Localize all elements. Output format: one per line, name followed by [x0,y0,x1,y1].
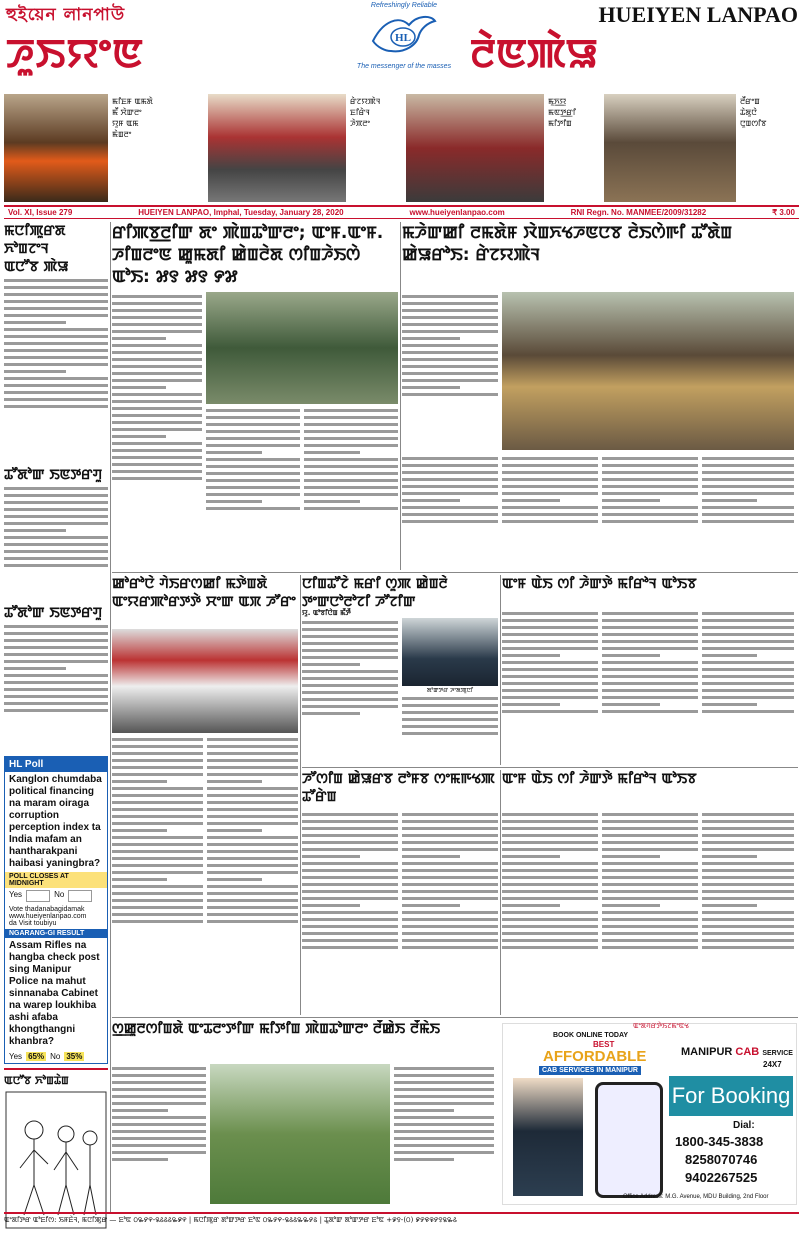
for-booking-banner: For Booking [669,1076,793,1116]
poll-result-header: NGARANG-GI RESULT [5,929,107,938]
article-1-col-a [112,292,202,562]
poll-no-checkbox[interactable] [68,890,92,902]
poll-yes-label: Yes [9,890,23,899]
ad-phone-3[interactable]: 9402267525 [685,1170,758,1185]
article-8-headline[interactable]: ꯁ꯭ꯀꯨꯂꯁꯤꯡꯗꯥ ꯑꯦꯊꯂꯦꯇꯤꯛ ꯃꯤꯇꯤꯡ ꯄꯥꯡꯊꯣꯛꯂꯦ ꯂꯩꯀꯥꯏ ꯂꯩꯃꯥꯏ [112,1021,440,1037]
parade-photo [206,292,398,404]
logo-letters: HL [395,32,411,44]
website-link[interactable]: www.hueiyenlanpao.com [409,208,505,217]
article-7 [502,770,798,1015]
left-headline-2: ꯊꯧꯗꯣꯛ ꯏꯟꯇꯔꯚꯨ [4,467,103,483]
article-4 [302,575,498,765]
governor-photo [502,292,794,450]
masthead-bengali-title: হুইয়েন লানপাউ [6,5,126,25]
cartoon-illustration [4,1090,108,1230]
article-8-col-a [112,1064,206,1204]
ad-dial: Dial: [733,1120,755,1131]
result-yes-pct: 65% [28,1052,45,1061]
article-1-col-b [206,406,300,556]
ad-phone-1[interactable]: 1800-345-3838 [675,1134,764,1149]
article-5-col-a [502,609,598,759]
masthead-logo [344,2,464,82]
phone-app-icon [595,1082,663,1198]
ad-brand-2: CAB [735,1046,760,1058]
poll-result-question: Assam Rifles na hangba check post sing Manipur Police na mahut sinnanaba Cabinet na warep loukhiba ashi afaba khongthangni khanbra? [9,940,100,1047]
ad-brand [681,1046,793,1058]
hl-poll-question: Kanglon chumdaba political financing na maram oiraga corruption perception index ta India mafam an hantharakpani haibasi yaningbra? [9,774,102,869]
left-column [4,222,108,1212]
left-article-3-body [4,622,108,752]
article-1-col-c [304,406,398,556]
masthead-meetei-title-right: ꯂꯥꯟꯄꯥꯎ [470,30,598,77]
article-2-col-e [702,454,794,562]
poll-closes-banner: POLL CLOSES AT MIDNIGHT [5,872,107,888]
article-2-col-d [602,454,698,562]
airport-screening-photo [112,629,298,733]
ad-phone-2[interactable]: 8258070746 [685,1152,758,1167]
article-8 [112,1020,498,1210]
ad-model-photo [513,1078,583,1196]
fire-photo [4,94,108,202]
article-2 [402,222,798,570]
vote-line-3: da Visit toubiyu [9,920,57,927]
article-1-headline[interactable]: ꯔꯤꯄꯕ꯭ꯂꯤꯛ ꯗꯦ ꯄꯥꯡꯊꯣꯛꯂꯦ; ꯑꯦꯝ.ꯑꯦꯝ. ꯍꯤꯡꯂꯦꯟ ꯀꯨꯃꯗꯤ ꯀꯥꯡꯂꯥꯗ ꯁꯤꯡꯍꯥꯏꯁꯥ ꯑꯣꯏ: ꯷꯱ ꯷꯱ ꯸꯷ [112,223,384,287]
ad-best: BEST [593,1040,615,1049]
ad-affordable: AFFORDABLE [543,1048,647,1065]
article-3-headline[interactable]: ꯀꯣꯔꯣꯅꯥ ꯚꯥꯏꯔꯁꯀꯤ ꯃꯇꯥꯡꯗꯥ ꯑꯦꯌꯔꯄꯣꯔꯇꯇꯥ ꯆꯦꯛ ꯑꯞ ꯍꯧꯔꯦ [112,576,296,610]
top-photo-strip [4,94,799,202]
dove-logo-icon [369,11,439,59]
photo-caption-1: ꯃꯤꯐꯝ ꯑꯃꯗꯥ ꯃꯩ ꯆꯥꯛꯂꯦ ꯌꯨꯝ ꯑꯃ ꯃꯥꯡꯂꯦ [112,97,153,139]
result-no-label: No [50,1052,61,1061]
poll-options [5,888,107,904]
article-5-headline[interactable]: ꯑꯦꯝ ꯑꯥꯏ ꯁꯤ ꯍꯥꯛꯇꯥ ꯃꯤꯔꯣꯜ ꯑꯣꯏꯕ [502,576,697,592]
photo-caption-3: ꯃꯨꯈ꯭ꯌ ꯃꯟꯇ꯭ꯔꯤ ꯃꯤꯇꯤꯡ [548,97,576,128]
poll-result [5,1050,107,1063]
article-3 [112,575,298,1015]
article-5-col-c [702,609,794,759]
ad-cab-line: CAB SERVICES IN MANIPUR [539,1066,641,1075]
masthead-meetei-title-left: ꯍꯨꯏꯌꯦꯟ [6,30,144,77]
poll-yes-checkbox[interactable] [26,890,50,902]
masthead-english-title: HUEIYEN LANPAO [598,2,798,27]
vote-line-1: Vote thadanabagidamak [9,906,85,913]
logo-tagline-bottom: The messenger of the masses [356,63,452,70]
left-headline-1b: ꯑꯅꯧꯕ ꯄꯥꯎ [4,259,69,275]
article-2-headline[interactable]: ꯃꯍꯥꯛꯀꯤ ꯂꯃꯗꯥꯝ ꯋꯥꯡꯈꯠꯍꯟꯅꯕ ꯂꯥꯏꯁꯥꯒꯤ ꯊꯧꯗꯥꯡ ꯀꯥꯎꯔꯣꯏ: ꯔꯥꯖꯌꯄꯥꯜ [402,223,733,265]
cab-service-advertisement[interactable] [502,1023,797,1205]
article-3-col-b [207,735,298,1005]
edition-meta: HUEIYEN LANPAO, Imphal, Tuesday, January 28, 2020 [138,208,344,217]
result-no-pct: 35% [66,1052,83,1061]
doctor-portrait [402,618,498,686]
logo-tagline-top: Refreshingly Reliable [370,2,438,9]
portrait-caption: ꯗꯣꯛꯇꯔ ꯍꯦꯗꯄꯨꯅꯤ [426,687,474,694]
rni-number: RNI Regn. No. MANMEE/2009/31282 [570,208,707,217]
photo-caption-4: ꯂꯩꯔꯦꯡ ꯊꯥꯗꯨꯅꯥ ꯅꯨꯡꯁꯤꯕ [740,97,767,128]
result-yes-label: Yes [9,1052,23,1061]
ad-address: Office Address: M.G. Avenue, MDU Building, 2nd Floor [623,1194,769,1200]
article-7-col-a [502,810,598,1010]
article-8-col-b [394,1064,494,1204]
article-6-col-a [302,810,398,1010]
price: ₹ 3.00 [772,208,795,217]
ad-label: ꯑꯦꯗꯚꯔꯇꯥꯏꯖꯃꯦꯟꯠ [633,1022,689,1030]
article-4-headline[interactable]: ꯅꯤꯡꯊꯧꯖꯥ ꯃꯔꯤ ꯁꯨꯄ ꯀꯥꯡꯂꯥ ꯇꯦꯛꯅꯣꯂꯣꯖꯤ ꯍꯧꯖꯤꯛ [302,576,448,609]
article-7-col-c [702,810,794,1010]
article-7-headline[interactable]: ꯑꯦꯝ ꯑꯥꯏ ꯁꯤ ꯍꯥꯛꯇꯥ ꯃꯤꯔꯣꯜ ꯑꯣꯏꯕ [502,771,697,787]
ad-brand-1: MANIPUR [681,1046,733,1058]
article-5-col-b [602,609,698,759]
article-4-col-a [302,618,398,758]
republic-day-photo-1 [208,94,346,202]
article-3-col-a [112,735,203,1005]
ad-brand-3: SERVICE [762,1050,793,1057]
article-6-col-b [402,810,498,1010]
article-7-col-b [602,810,698,1010]
cartoon-title: ꯑꯅꯧꯕ ꯈꯣꯡꯊꯥꯡ [4,1074,69,1087]
republic-day-photo-2 [406,94,544,202]
hl-poll-box [4,756,108,1064]
republic-day-photo-3 [604,94,736,202]
issue-info-bar [4,205,799,219]
article-2-col-a [402,292,498,450]
article-2-col-c [502,454,598,562]
left-headline-1: ꯃꯅꯤꯄꯨꯔꯗ ꯈꯣꯡꯖꯦꯜ [4,223,66,257]
article-1 [112,222,398,570]
hl-poll-header: HL Poll [5,757,107,772]
vote-link[interactable]: www.hueiyenlanpao.com [9,913,87,920]
ad-online-tag: BOOK ONLINE TODAY [553,1032,629,1039]
article-5 [502,575,798,765]
left-headline-3: ꯊꯧꯗꯣꯛ ꯏꯟꯇꯔꯚꯨ [4,605,103,621]
poll-no-label: No [54,890,65,899]
photo-caption-2: ꯔꯥꯖꯌꯄꯥꯜ ꯐꯤꯔꯥꯜ ꯍꯥꯞꯂꯦ [350,97,381,128]
volume-issue: Vol. XI, Issue 279 [8,208,73,217]
article-4-col-b [402,694,498,758]
article-6-headline[interactable]: ꯍꯧꯁꯤꯡ ꯀꯥꯎꯔꯕ ꯂꯣꯝꯕ ꯁꯦꯃꯒꯠꯄ ꯊꯧꯔꯥꯡ [302,771,495,805]
article-4-byline: ꯌꯨ. ꯑꯣꯕꯤꯅꯥꯡ ꯃꯩꯇꯩ [302,609,351,617]
page-footer: ꯑꯦꯗꯤꯇꯔ ꯑꯣꯐꯤꯁ: ꯏꯝꯐꯥꯜ, ꯃꯅꯤꯄꯨꯔ — ꯐꯣꯟ ꯰꯳꯸꯵-꯲꯴꯴꯴꯳꯹꯵ | ꯃꯅꯤꯄꯨꯔ ꯗꯣꯛꯇꯔ ꯐꯣꯟ ꯰꯳꯸꯵-꯲꯴꯴꯳꯳꯸꯴ | ꯊꯨꯗꯣꯛ ꯗꯣꯛꯇꯔ ꯐꯣꯟ +꯹꯱-(꯰) ꯹꯸꯶꯶꯸꯱꯲꯳꯴ [4,1212,799,1226]
ad-hours: 24X7 [763,1060,782,1069]
left-article-2-body [4,484,108,604]
article-6 [302,770,498,1015]
athletics-photo [210,1064,390,1204]
article-2-col-b [402,454,498,562]
left-article-1-body [4,276,108,466]
